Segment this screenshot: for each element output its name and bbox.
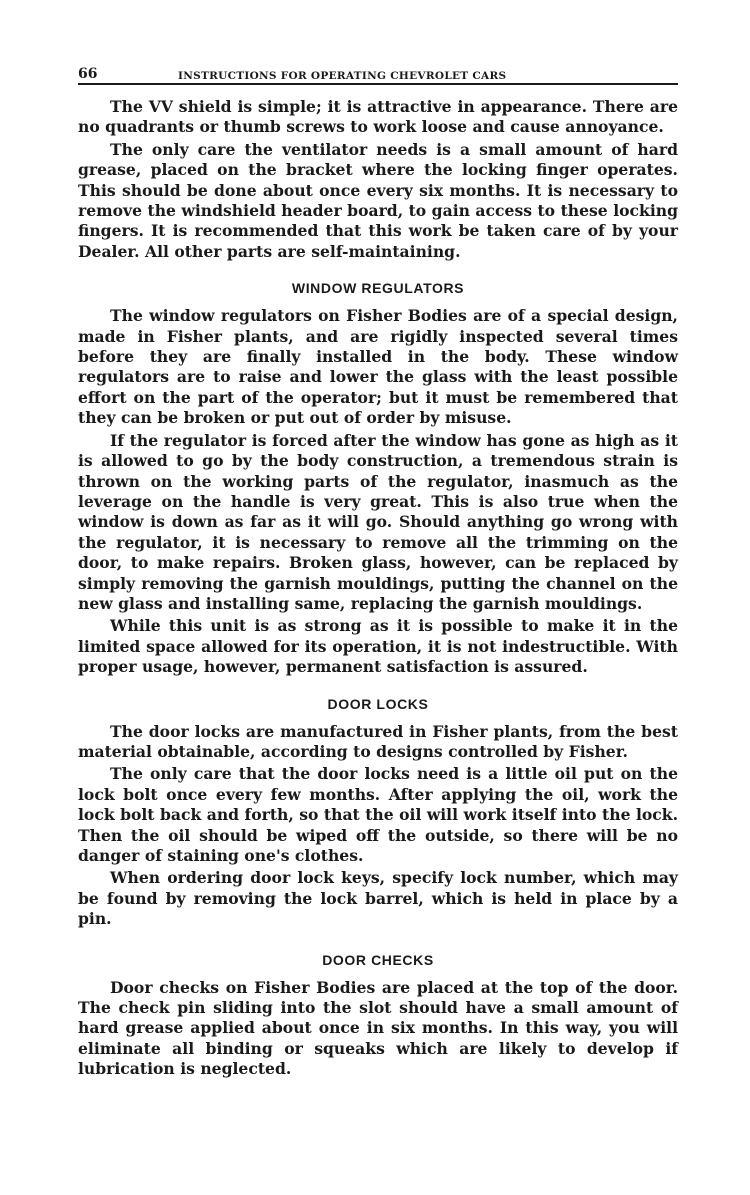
section-door-locks (78, 696, 678, 930)
paragraph: Door checks on Fisher Bodies are placed at the top of the door. The check pin sliding into the slot should have a small amount of hard grease applied about once in six months. In this way, you will eliminate all binding or squeaks which are likely to develop if lubrication is neglected. (78, 977, 678, 1079)
paragraph: The only care the ventilator needs is a small amount of hard grease, placed on the bracket where the locking finger operates. This should be done about once every six months. It is necessary to remove the windshield header board, to gain access to these locking fingers. It is recommended that this work be taken care of by your Dealer. All other parts are self-maintaining. (78, 139, 678, 261)
paragraph: The door locks are manufactured in Fisher plants, from the best material obtainable, according to designs controlled by Fisher. (78, 721, 678, 761)
paragraph: If the regulator is forced after the window has gone as high as it is allowed to go by the body construction, a tremendous strain is thrown on the working parts of the regulator, inasmuch as the leverage on the handle is very great. This is also true when the window is down as far as it will go. Should anything go wrong with the regulator, it is necessary to remove all the trimming on the door, to make repairs. Broken glass, however, can be replaced by simply removing the garnish mouldings, putting the channel on the new glass and installing same, replacing the garnish mouldings. (78, 430, 678, 613)
section-heading: DOOR LOCKS (327, 695, 429, 712)
section-door-checks (78, 952, 678, 1080)
paragraph: The VV shield is simple; it is attractive in appearance. There are no quadrants or thumb screws to work loose and cause annoyance. (78, 97, 678, 137)
section-window-regulators (78, 280, 678, 677)
page-header (78, 62, 678, 85)
paragraph: When ordering door lock keys, specify lock number, which may be found by removing the lock barrel, which is held in place by a pin. (78, 868, 678, 929)
paragraph: While this unit is as strong as it is possible to make it in the limited space allowed for its operation, it is not indestructible. With proper usage, however, permanent satisfaction is assured. (78, 616, 678, 677)
document-page (78, 62, 678, 1080)
running-title: INSTRUCTIONS FOR OPERATING CHEVROLET CARS (178, 70, 507, 82)
section-heading: WINDOW REGULATORS (291, 280, 465, 297)
section-heading: DOOR CHECKS (322, 951, 434, 968)
paragraph: The window regulators on Fisher Bodies are of a special design, made in Fisher plants, and are rigidly inspected several times before they are finally installed in the body. These window regulators are to raise and lower the glass with the least possible effort on the part of the operator; but it must be remembered that they can be broken or put out of order by misuse. (78, 306, 678, 428)
page-number: 66 (78, 66, 98, 82)
paragraph: The only care that the door locks need is a little oil put on the lock bolt once every few months. After applying the oil, work the lock bolt back and forth, so that the oil will work itself into the lock. Then the oil should be wiped off the outside, so there will be no danger of staining one's clothes. (78, 764, 678, 865)
intro-section (78, 97, 678, 262)
